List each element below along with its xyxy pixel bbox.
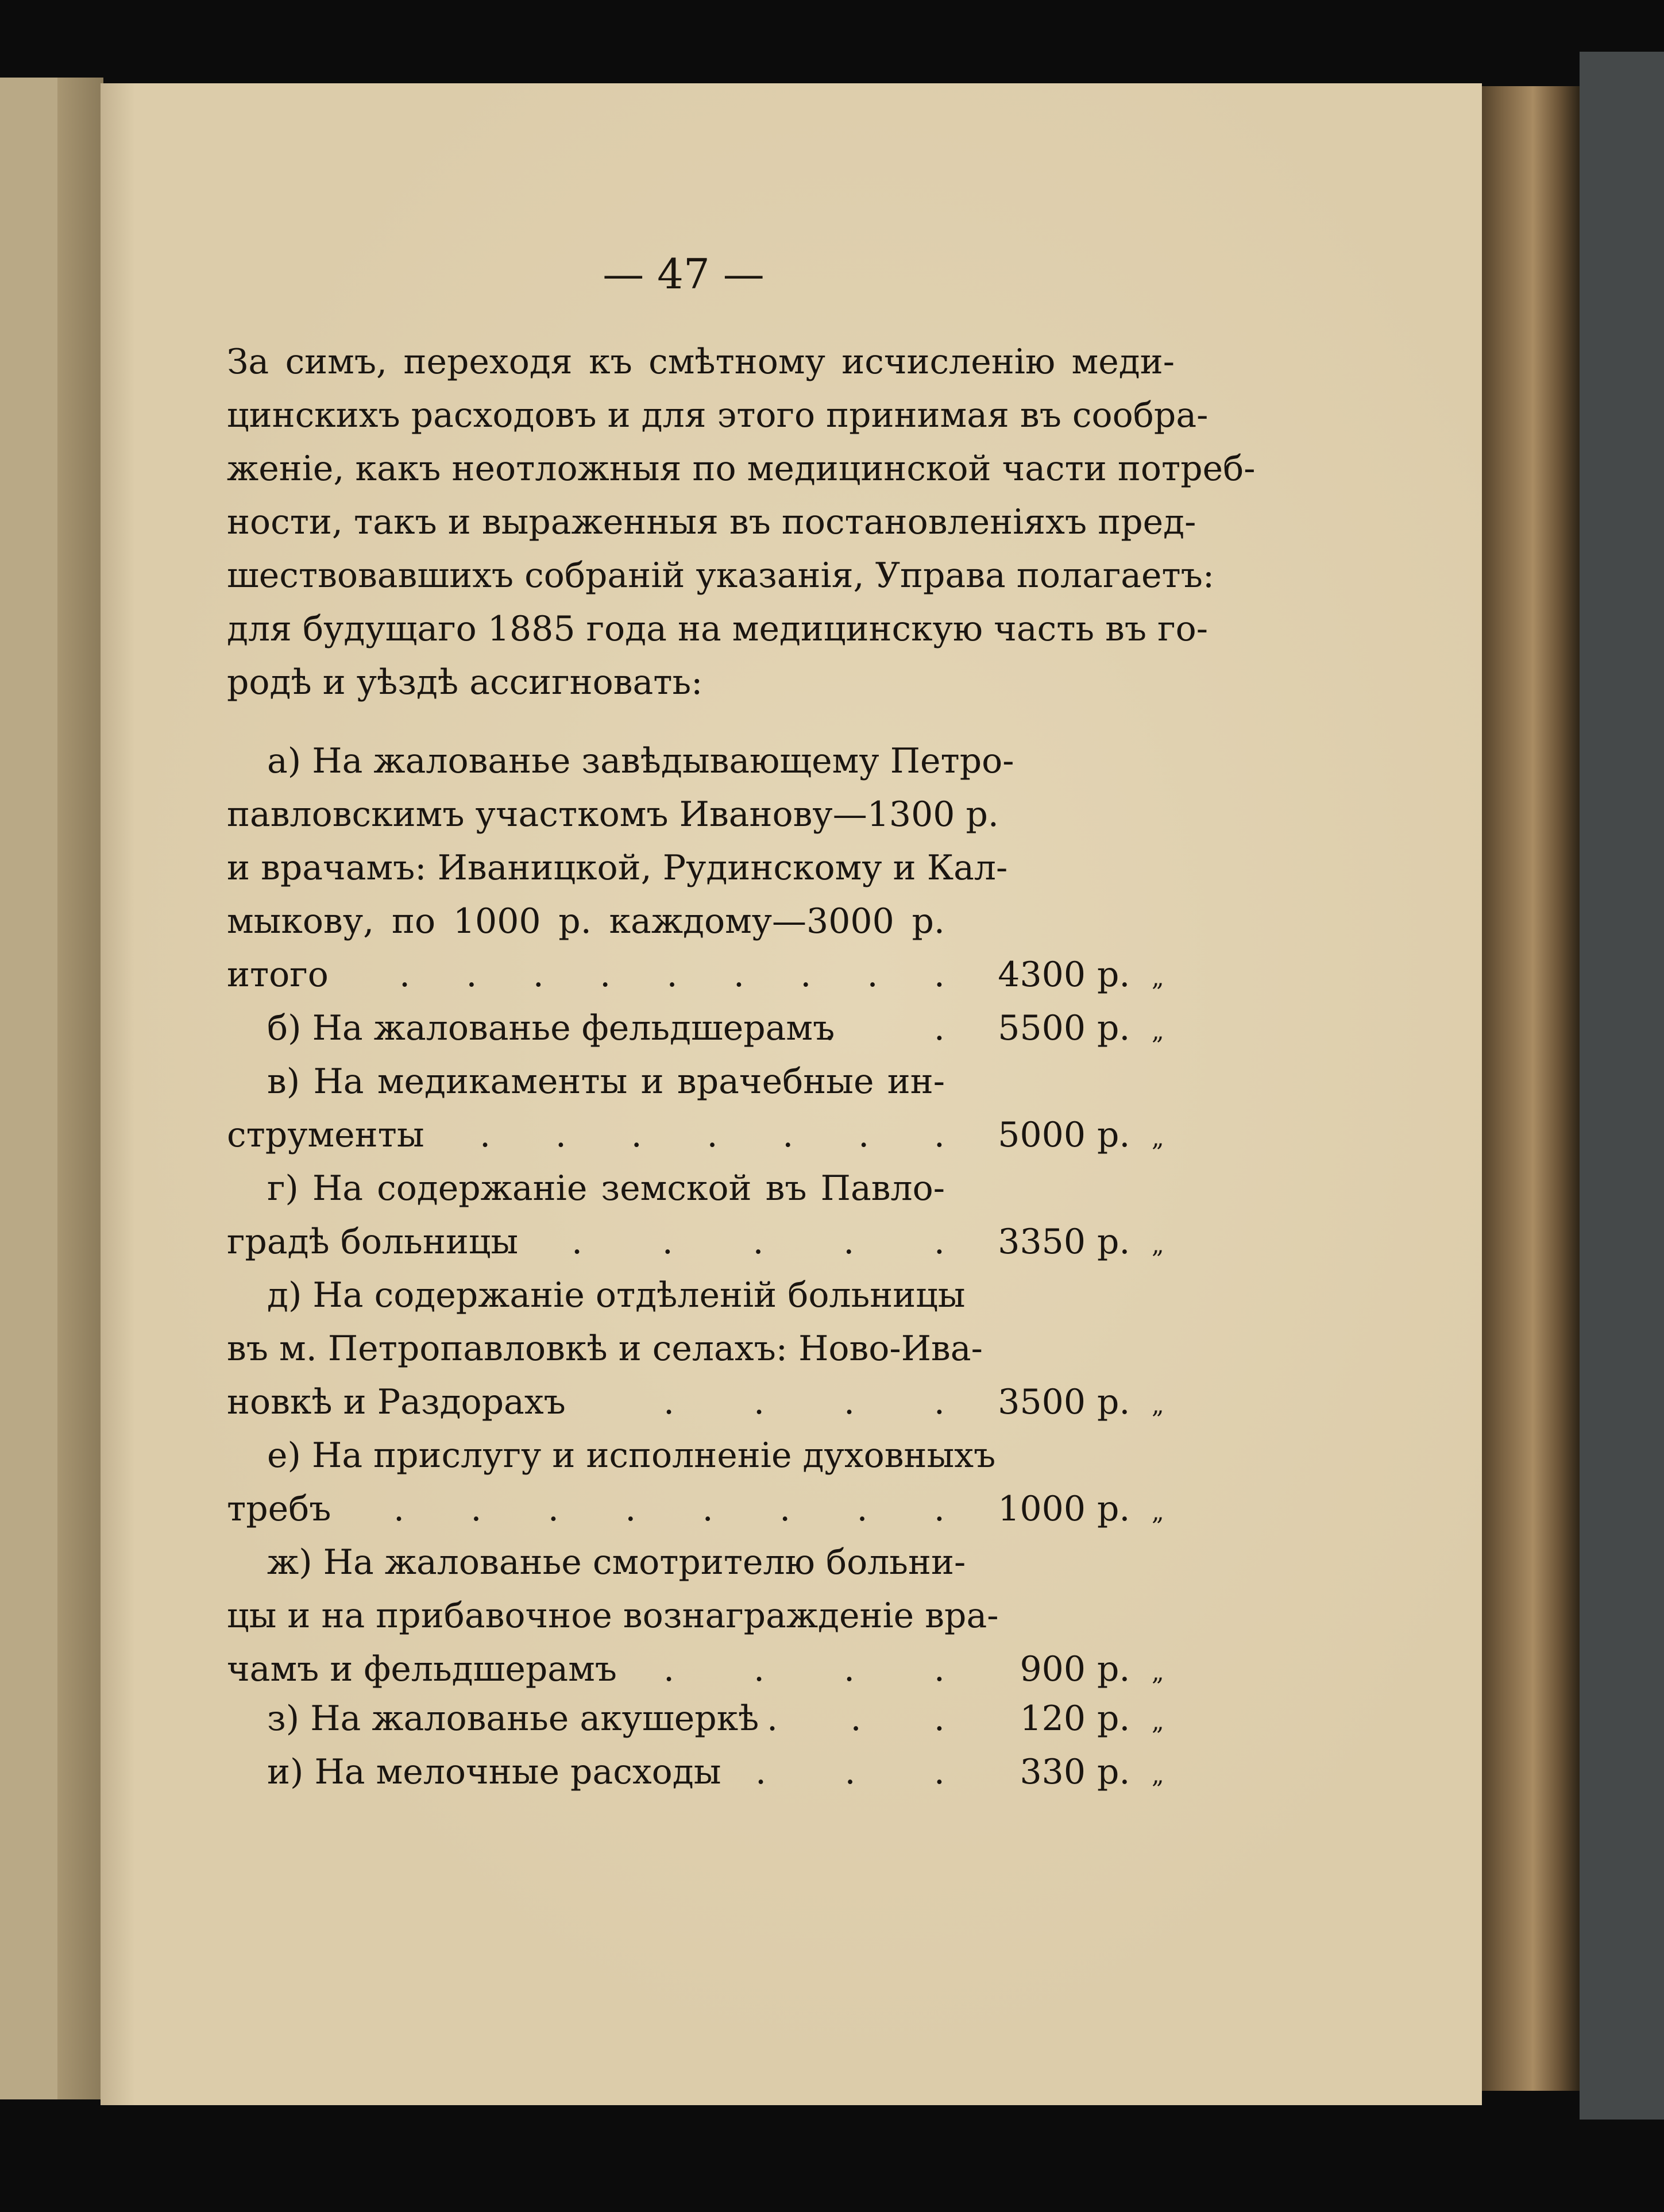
item-line: цы и на прибавочное вознагражденіе вра-	[227, 1596, 999, 1636]
leader-dots: . . .	[755, 1752, 945, 1792]
ditto-mark: „	[1152, 1658, 1164, 1686]
leader-dots: . . . .	[663, 1649, 945, 1689]
leader-dots: . .	[824, 1008, 945, 1048]
item-amount: 1000	[998, 1489, 1086, 1529]
item-line: струменты	[227, 1115, 424, 1155]
item-amount: 3500	[998, 1382, 1086, 1422]
ditto-mark: „	[1152, 1761, 1164, 1789]
item-line: д) На содержаніе отдѣленій больницы	[267, 1275, 966, 1315]
currency-unit: р.	[1097, 955, 1130, 995]
ditto-mark: „	[1152, 1017, 1164, 1045]
item-line: чамъ и фельдшерамъ	[227, 1649, 617, 1689]
currency-unit: р.	[1097, 1382, 1130, 1422]
leader-dots: . . . . . . . . .	[399, 955, 945, 995]
paragraph-line: для будущаго 1885 года на медицинскую часть въ го-	[227, 609, 1209, 649]
paragraph-line: За симъ, переходя къ смѣтному исчисленію меди-	[227, 342, 1175, 382]
leader-dots: . . . . . . .	[480, 1115, 945, 1155]
paragraph-line: ности, такъ и выраженныя въ постановленіяхъ пред-	[227, 502, 1196, 542]
item-line: требъ	[227, 1489, 331, 1529]
item-amount: 900	[1020, 1649, 1086, 1689]
item-line: е) На прислугу и исполненіе духовныхъ	[267, 1435, 996, 1476]
ditto-mark: „	[1152, 1391, 1164, 1419]
paragraph-line: цинскихъ расходовъ и для этого принимая въ сообра-	[227, 395, 1209, 435]
item-line: з) На жалованье акушеркѣ	[267, 1698, 759, 1739]
currency-unit: р.	[1097, 1698, 1130, 1739]
currency-unit: р.	[1097, 1489, 1130, 1529]
item-amount: 5500	[998, 1008, 1086, 1048]
expense-list	[227, 0, 1256, 1896]
book-cover-edge	[1580, 52, 1664, 2120]
item-amount: 4300	[998, 955, 1086, 995]
item-amount: 330	[1020, 1752, 1086, 1792]
currency-unit: р.	[1097, 1752, 1130, 1792]
left-page-gutter	[57, 78, 103, 2099]
item-line: павловскимъ участкомъ Иванову—1300 р.	[227, 794, 999, 835]
paragraph-line: женіе, какъ неотложныя по медицинской части потреб-	[227, 449, 1256, 489]
ditto-mark: „	[1152, 1707, 1164, 1735]
item-amount: 120	[1020, 1698, 1086, 1739]
page-number: — 47 —	[603, 250, 765, 298]
item-line: ж) На жалованье смотрителю больни-	[267, 1542, 966, 1582]
ditto-mark: „	[1152, 963, 1164, 991]
item-line: б) На жалованье фельдшерамъ	[267, 1008, 835, 1048]
currency-unit: р.	[1097, 1008, 1130, 1048]
item-amount: 5000	[998, 1115, 1086, 1155]
item-line: мыкову, по 1000 р. каждому—3000 р.	[227, 901, 945, 941]
item-line: въ м. Петропавловкѣ и селахъ: Ново-Ива-	[227, 1329, 983, 1369]
leader-dots: . . . .	[663, 1382, 945, 1422]
item-line: и врачамъ: Иваницкой, Рудинскому и Кал-	[227, 848, 1008, 888]
item-line: градѣ больницы	[227, 1222, 519, 1262]
item-line: новкѣ и Раздорахъ	[227, 1382, 566, 1422]
currency-unit: р.	[1097, 1222, 1130, 1262]
ditto-mark: „	[1152, 1230, 1164, 1259]
page-stack-edge	[1476, 86, 1580, 2091]
item-line: а) На жалованье завѣдывающему Петро-	[267, 741, 1014, 781]
item-amount: 3350	[998, 1222, 1086, 1262]
paragraph-line: шествовавшихъ собраній указанія, Управа полагаетъ:	[227, 555, 1215, 596]
item-line: и) На мелочные расходы	[267, 1752, 721, 1792]
item-line: итого	[227, 955, 329, 995]
leader-dots: . . . . . . . .	[393, 1489, 945, 1529]
leader-dots: . . .	[767, 1698, 945, 1739]
paragraph-line: родѣ и уѣздѣ ассигновать:	[227, 662, 703, 702]
ditto-mark: „	[1152, 1124, 1164, 1152]
currency-unit: р.	[1097, 1649, 1130, 1689]
item-line: в) На медикаменты и врачебные ин-	[267, 1061, 945, 1102]
currency-unit: р.	[1097, 1115, 1130, 1155]
item-line: г) На содержаніе земской въ Павло-	[267, 1168, 945, 1209]
leader-dots: . . . . .	[572, 1222, 945, 1262]
ditto-mark: „	[1152, 1497, 1164, 1526]
